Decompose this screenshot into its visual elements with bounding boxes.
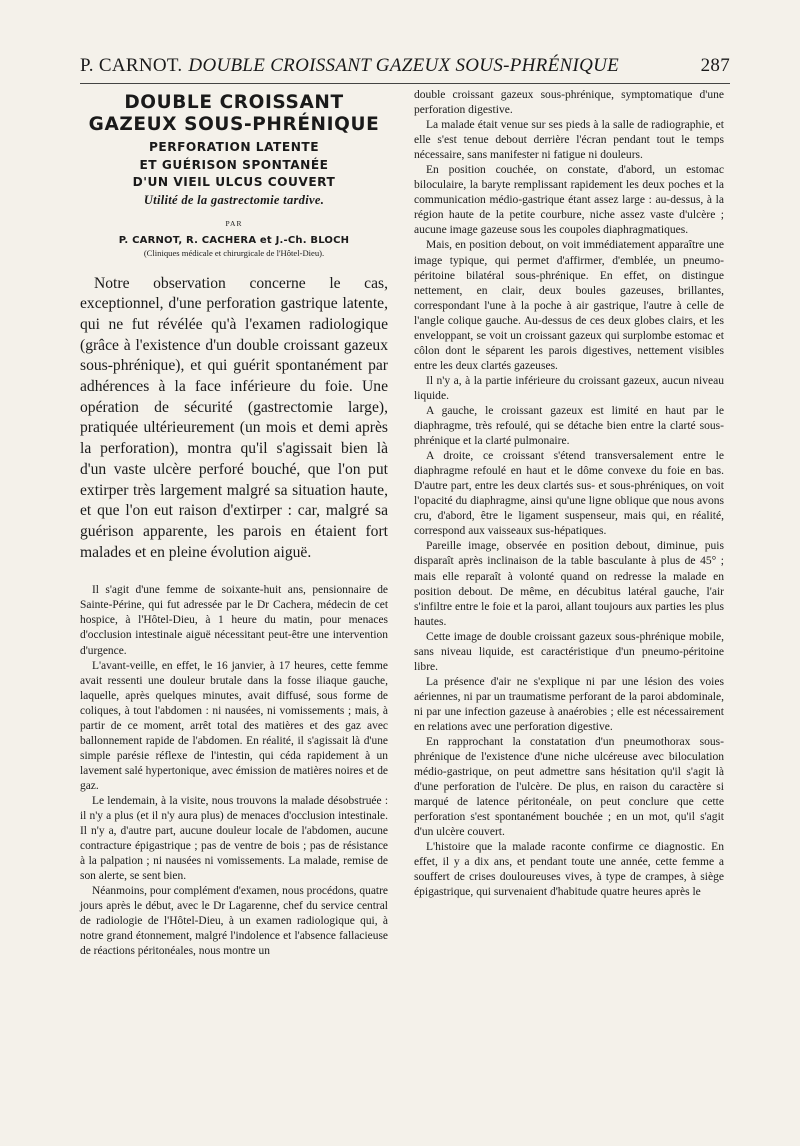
abstract: Notre observation concerne le cas, exceptionnel, d'une perforation gastrique latente, qui ne fut révélée qu'à l'examen radiologique (grâce à l'existence d'un double croissant gazeux sous-phrénique), et qui guérit spontanément par adhérences à la face inférieure du foie. Une opération de sécurité (gastrectomie large), pratiquée ultérieurement (un mois et demi après la perforation), montra qu'il s'agissait bien là d'un vaste ulcère perforé bouché, que l'on put extirper très largement malgré sa situation haute, et que l'on eut raison d'extirper : car, malgré sa guérison apparente, les parois en étaient fort malades et en pleine évolution aiguë. — [80, 274, 388, 561]
body-paragraph: Il n'y a, à la partie inférieure du croissant gazeux, aucun niveau liquide. — [414, 374, 724, 402]
body-paragraph: Mais, en position debout, on voit immédiatement apparaître une image typique, qui permet d'affirmer, d'emblée, un pneumo-péritoine bilatéral sous-phrénique. En effet, on distingue nettement, en clair, deux boules gazeuses, brillantes, correspondant l'une à la poche à air gastrique, l'autre à celle de l'angle colique gauche. Au-dessus de ces deux globes clairs, et les enveloppant, se voit un croissant gazeux qui surplombe estomac et côlon dont le séparent les parois digestives, nettement visibles entre les deux clartés gazeuses. — [414, 239, 724, 372]
header-title: DOUBLE CROISSANT GAZEUX SOUS-PHRÉNIQUE — [188, 55, 620, 76]
article-authors: P. CARNOT, R. CACHERA et J.-Ch. BLOCH — [118, 234, 350, 246]
article-utility-line: Utilité de la gastrectomie tardive. — [143, 192, 325, 207]
body-paragraph: double croissant gazeux sous-phrénique, symptomatique d'une perforation digestive. — [414, 89, 724, 117]
body-paragraph: Il s'agit d'une femme de soixante-huit ans, pensionnaire de Sainte-Périne, qui fut adressée par le Dr Cachera, médecin de cet hospice, à l'Hôtel-Dieu, à 1 heure du matin, pour menaces d'occlusion intestinale aiguë nécessitant peut-être une intervention d'urgence. — [80, 584, 388, 657]
body-paragraph: En rapprochant la constatation d'un pneumothorax sous-phrénique de l'existence d'une niche ulcéreuse avec biloculation médio-gastrique, on peut admettre sans hésitation qu'il s'agit là d'une perforation de l'ulcère. De plus, en raison du caractère si marqué de latence péritonéale, on peut conclure que cette perforation s'est spontanément bouchée ; en un mot, qu'il s'agit d'un ulcère couvert. — [414, 736, 724, 839]
body-paragraph: L'histoire que la malade raconte confirme ce diagnostic. En effet, il y a dix ans, et pendant toute une année, cette femme a souffert de crises douloureuses vives, à type de crampes, à siège épigastrique, qui survenaient d'habitude quatre heures après le — [414, 841, 724, 899]
running-header — [80, 55, 730, 84]
subtitle-line: PERFORATION LATENTE — [148, 140, 320, 154]
body-paragraph: L'avant-veille, en effet, le 16 janvier, à 17 heures, cette femme avait ressenti une douleur brutale dans la fosse iliaque gauche, laquelle, après quelques minutes, avait diffusé, sous forme de coliques, à tout l'abdomen : ni nausées, ni vomissements ; mais, à partir de ce moment, arrêt total des matières et des gaz avec ballonnement rapide de l'abdomen. En réalité, il s'agissait là d'une simple parésie réflexe de l'intestin, qui céda rapidement à un lavement salé hypertonique, avec émission de matières noires et de gaz. — [80, 659, 388, 792]
body-paragraph: A droite, ce croissant s'étend transversalement entre le diaphragme refoulé en haut et le dôme convexe du foie en bas. D'autre part, entre les deux clartés sus- et sous-phréniques, on voit l'opacité du diaphragme, ainsi qu'une ligne oblique que nous avons cru, d'abord, être le ligament suspenseur, mais qui, en réalité, correspond aux vaisseaux sus-hépatiques. — [414, 450, 724, 538]
article-affiliation: (Cliniques médicale et chirurgicale de l'Hôtel-Dieu). — [143, 247, 325, 258]
header-author: P. CARNOT. — [80, 55, 183, 76]
body-paragraph: A gauche, le croissant gazeux est limité en haut par le diaphragme, très refoulé, qui se détache bien entre la clarté sous-phrénique et la clarté pulmonaire. — [414, 404, 724, 448]
body-paragraph: Néanmoins, pour complément d'examen, nous procédons, quatre jours après le début, avec le Dr Lagarenne, chef du service central de radiologie de l'Hôtel-Dieu, à un examen radiologique qui, à notre grand étonnement, malgré l'indolence et l'absence fallacieuse de réactions péritonéales, nous montre un — [80, 885, 388, 958]
body-paragraph: Pareille image, observée en position debout, diminue, puis disparaît après inclinaison de la table basculante à plus de 45° ; mais elle reparaît à volonté quand on redresse la malade en position debout. De même, en décubitus latéral gauche, l'air s'infiltre entre le foie et la paroi, allant toujours aux parties les plus hautes. — [414, 540, 724, 628]
subtitle-line: D'UN VIEIL ULCUS COUVERT — [132, 175, 336, 189]
body-paragraph: Cette image de double croissant gazeux sous-phrénique mobile, sans niveau liquide, est caractéristique d'un pneumo-péritoine libre. — [414, 630, 724, 673]
par-label: PAR — [225, 218, 243, 228]
body-paragraph: Le lendemain, à la visite, nous trouvons la malade désobstruée : il n'y a plus (et il n'y aura plus) de menaces d'occlusion intestinale. Il n'y a, d'autre part, aucune douleur locale de l'abdomen, aucune contracture épigastrique ; pas de ventre de bois ; pas de résistance à la palpation ; ni nausées ni vomissements. La malade, remise de son alerte, se sent bien. — [80, 795, 388, 883]
article-title-line: DOUBLE CROISSANT — [124, 92, 344, 113]
article-title-line: GAZEUX SOUS-PHRÉNIQUE — [88, 114, 380, 135]
article-title — [80, 92, 388, 136]
body-paragraph: La présence d'air ne s'explique ni par une lésion des voies aériennes, ni par un traumatisme perforant de la paroi abdominale, ni par une infection gazeuse à anaérobies ; elle est nécessairement en relations avec une perforation digestive. — [414, 675, 724, 733]
subtitle-line: ET GUÉRISON SPONTANÉE — [139, 157, 329, 172]
right-column — [414, 88, 724, 901]
page-number: 287 — [700, 55, 730, 76]
body-paragraph: La malade était venue sur ses pieds à la salle de radiographie, et elle s'est tenue debout derrière l'écran pendant tout le temps nécessaire, sans manifester ni fatigue ni douleurs. — [414, 119, 724, 162]
article-subtitle — [80, 139, 388, 192]
body-paragraph: En position couchée, on constate, d'abord, un estomac biloculaire, la baryte remplissant rapidement les deux poches et la communication médio-gastrique étant assez large : au-dessus, à la région haute de la petite courbure, niche assez vaste d'ulcère ; aucune image gazeuse sous les coupoles diaphragmatiques. — [414, 164, 724, 237]
left-column — [80, 92, 388, 960]
